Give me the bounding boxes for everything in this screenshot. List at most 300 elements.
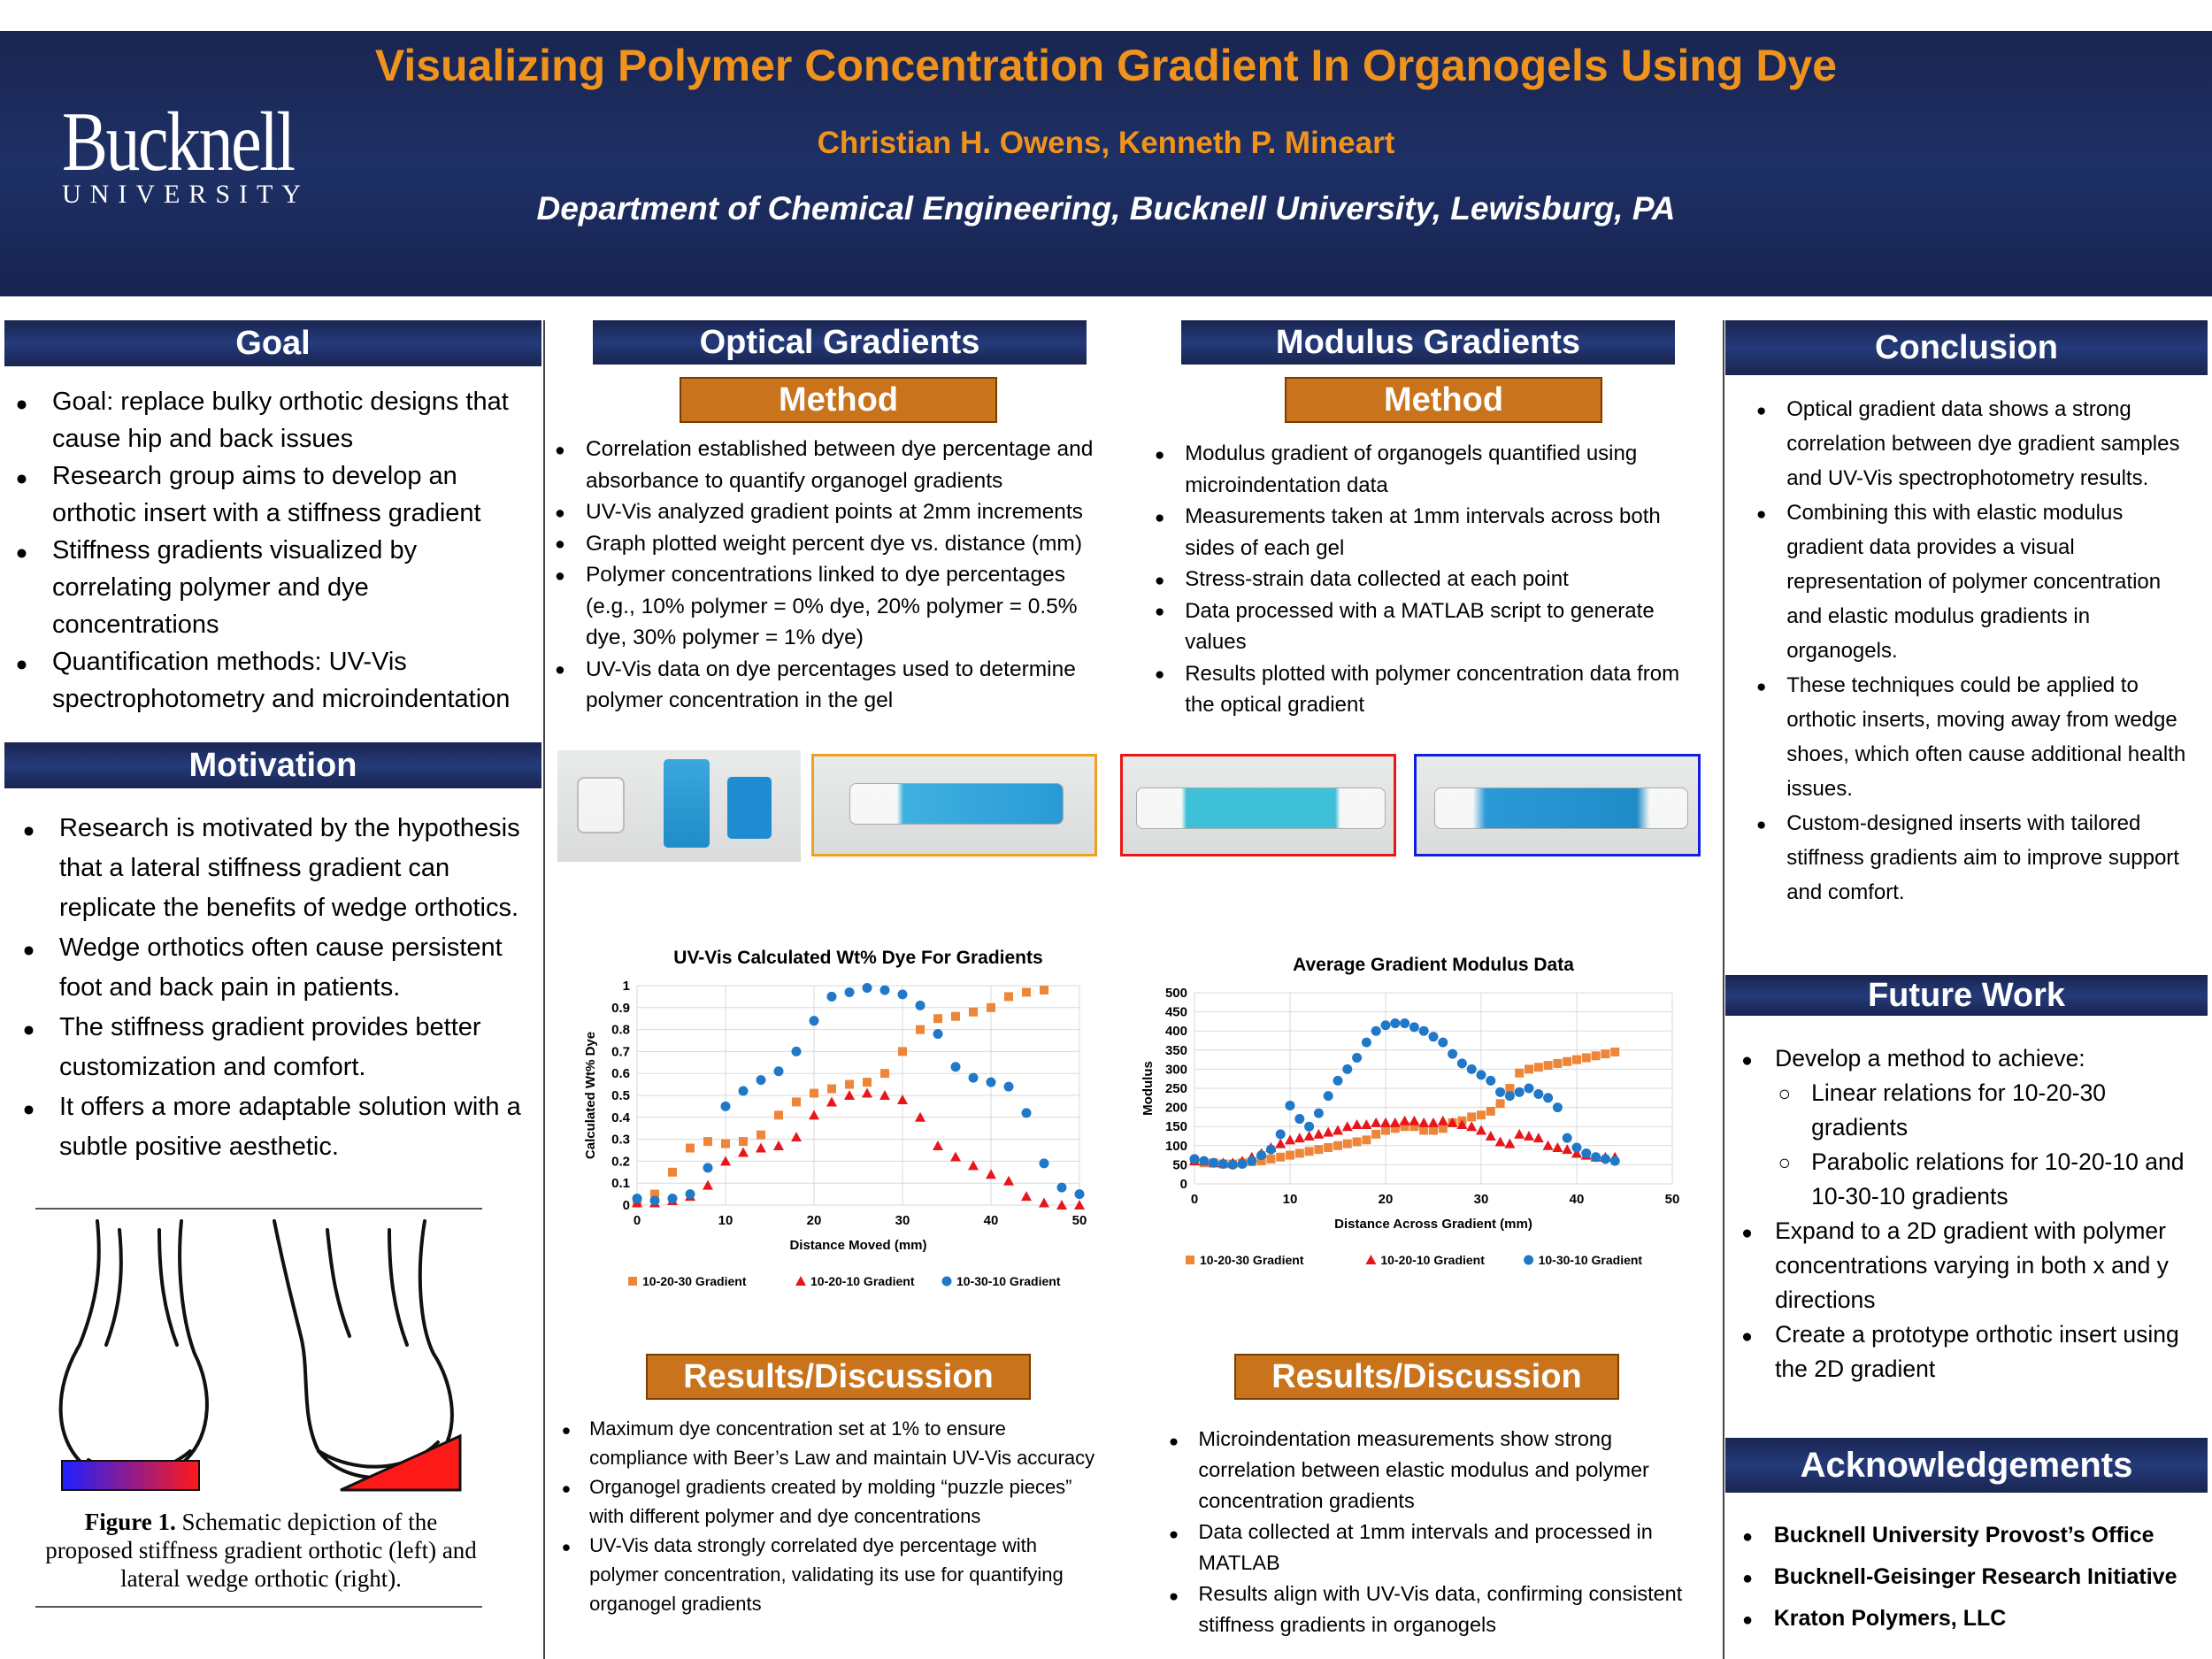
gradient-orthotic-foot [61, 1221, 207, 1481]
data-point-circle [863, 983, 872, 993]
motivation-item: ● The stiffness gradient provides better customization and comfort. [19, 1008, 534, 1087]
data-point-triangle [1361, 1119, 1371, 1129]
poster-title: Visualizing Polymer Concentration Gradient In Organogels Using Dye [374, 41, 1838, 90]
data-point-circle [1352, 1053, 1362, 1063]
motivation-item: ● Wedge orthotics often cause persistent foot and back pain in patients. [19, 928, 534, 1008]
y-tick-label: 400 [1164, 1024, 1187, 1040]
data-point-circle [951, 1062, 961, 1071]
x-tick-label: 20 [806, 1213, 822, 1228]
modulus-results-heading: Results/Discussion [1234, 1354, 1619, 1400]
data-point-triangle [862, 1088, 872, 1098]
legend-label: 10-30-10 Gradient [1538, 1253, 1643, 1267]
conclusion-item: ● Combining this with elastic modulus gradient data provides a visual representation of polymer concentration and elastic modulus gradients in organogels. [1754, 495, 2200, 668]
acknowledgement-item: ● Bucknell-Geisinger Research Initiative [1740, 1556, 2204, 1598]
data-point-circle [1362, 1038, 1371, 1048]
data-point-triangle [738, 1147, 749, 1156]
y-tick-label: 250 [1164, 1081, 1187, 1096]
data-point-square [686, 1144, 695, 1153]
data-point-triangle [1400, 1116, 1410, 1125]
data-point-circle [1409, 1022, 1419, 1032]
optical-results-item: ● UV-Vis data strongly correlated dye percentage with polymer concentration, validating its use for quantifying organogel gradients [559, 1531, 1108, 1618]
future-sublist [1775, 1076, 2208, 1214]
data-point-triangle [1533, 1133, 1544, 1142]
data-point-circle [1057, 1183, 1067, 1193]
data-point-triangle [1514, 1129, 1525, 1139]
data-point-circle [1419, 1026, 1429, 1036]
data-point-circle [757, 1075, 766, 1085]
x-tick-label: 30 [895, 1213, 910, 1228]
data-point-circle [1533, 1089, 1543, 1099]
data-point-circle [1286, 1101, 1295, 1110]
data-point-triangle [826, 1096, 837, 1106]
column-divider-left [543, 320, 545, 1659]
uvvis-dye-chart [566, 929, 1133, 1292]
data-point-circle [1004, 1082, 1014, 1092]
data-point-circle [1553, 1102, 1563, 1112]
data-point-triangle [1390, 1118, 1401, 1127]
data-point-circle [1505, 1091, 1515, 1101]
data-point-triangle [1003, 1176, 1014, 1186]
data-point-circle [1467, 1064, 1477, 1074]
x-axis-label: Distance Moved (mm) [789, 1238, 927, 1253]
modulus-method-item: ● Stress-strain data collected at each point [1152, 564, 1709, 595]
data-point-triangle [1371, 1118, 1381, 1127]
modulus-method-item: ● Modulus gradient of organogels quantified using microindentation data [1152, 438, 1709, 501]
data-point-square [1004, 992, 1013, 1001]
legend-label: 10-20-10 Gradient [810, 1274, 915, 1288]
data-point-triangle [933, 1141, 943, 1150]
x-tick-label: 50 [1071, 1213, 1087, 1228]
data-point-square [1324, 1143, 1333, 1152]
y-tick-label: 0 [1179, 1177, 1187, 1192]
modulus-results-item: ● Results align with UV-Vis data, confirming consistent stiffness gradients in organogels [1166, 1578, 1706, 1640]
conclusion-item: ● These techniques could be applied to orthotic inserts, moving away from wedge shoes, which often cause additional health issues. [1754, 668, 2200, 806]
data-point-circle [880, 985, 890, 995]
data-point-square [1022, 987, 1031, 996]
data-point-triangle [1313, 1129, 1324, 1139]
data-point-square [1525, 1064, 1533, 1073]
modulus-method-heading: Method [1285, 377, 1602, 423]
goal-item: ● Research group aims to develop an orthotic insert with a stiffness gradient [12, 457, 534, 532]
data-point-circle [686, 1189, 695, 1199]
optical-method-item: ● UV-Vis analyzed gradient points at 2mm increments [552, 496, 1118, 528]
data-point-circle [1209, 1158, 1218, 1168]
y-tick-label: 0.8 [611, 1022, 630, 1038]
acknowledgement-item: ● Kraton Polymers, LLC [1740, 1598, 2204, 1640]
data-point-square [1467, 1112, 1476, 1121]
data-point-circle [916, 1001, 926, 1010]
lateral-wedge-insert [341, 1436, 460, 1490]
data-point-square [1439, 1124, 1448, 1133]
optical-method-item: ● Polymer concentrations linked to dye percentages (e.g., 10% polymer = 0% dye, 20% polymer = 0.5% dye, 30% polymer = 1% dye) [552, 559, 1118, 654]
data-point-square [1515, 1069, 1524, 1078]
data-point-square [1563, 1057, 1571, 1066]
data-point-triangle [968, 1160, 979, 1170]
optical-results-item: ● Organogel gradients created by molding “puzzle pieces” with different polymer and dye concentrations [559, 1472, 1108, 1531]
optical-method-list [552, 434, 1118, 717]
motivation-item: ● Research is motivated by the hypothesis that a lateral stiffness gradient can replicate the benefits of wedge orthotics. [19, 809, 534, 928]
legend-label: 10-30-10 Gradient [956, 1274, 1061, 1288]
data-point-circle [1266, 1145, 1276, 1155]
logo-subtitle: UNIVERSITY [62, 180, 310, 209]
data-point-triangle [1466, 1121, 1477, 1131]
data-point-circle [1371, 1026, 1381, 1036]
modulus-results-list [1166, 1424, 1706, 1640]
data-point-circle [1525, 1084, 1534, 1094]
data-point-square [863, 1078, 872, 1087]
optical-method-item: ● Correlation established between dye percentage and absorbance to quantify organogel gradients [552, 434, 1118, 496]
chart-title: Average Gradient Modulus Data [1293, 955, 1574, 975]
data-point-square [757, 1131, 765, 1140]
data-point-square [1592, 1051, 1601, 1060]
x-tick-label: 10 [718, 1213, 733, 1228]
y-tick-label: 0.5 [611, 1088, 630, 1103]
data-point-square [1486, 1107, 1495, 1116]
chart-title: UV-Vis Calculated Wt% Dye For Gradients [673, 948, 1043, 968]
data-point-triangle [1275, 1139, 1286, 1148]
figure-rule-top [35, 1208, 482, 1210]
x-axis-label: Distance Across Gradient (mm) [1334, 1217, 1532, 1232]
goal-item: ● Stiffness gradients visualized by correlating polymer and dye concentrations [12, 532, 534, 643]
data-point-circle [1228, 1160, 1238, 1170]
data-point-circle [1400, 1018, 1409, 1028]
poster-authors: Christian H. Owens, Kenneth P. Mineart [817, 126, 1395, 160]
data-point-square [987, 1003, 995, 1012]
data-point-circle [1610, 1156, 1620, 1166]
data-point-circle [1294, 1114, 1304, 1124]
data-point-triangle [1323, 1127, 1333, 1137]
y-tick-label: 150 [1164, 1119, 1187, 1135]
motivation-list [19, 809, 534, 1167]
data-point-triangle [1495, 1136, 1506, 1146]
data-point-square [792, 1097, 801, 1106]
data-point-square [1419, 1126, 1428, 1135]
y-tick-label: 0.7 [611, 1044, 630, 1060]
data-point-square [1572, 1056, 1581, 1064]
data-point-circle [1515, 1087, 1525, 1097]
x-tick-label: 40 [983, 1213, 999, 1228]
data-point-square [880, 1069, 889, 1078]
data-point-square [1496, 1099, 1505, 1108]
y-tick-label: 300 [1164, 1062, 1187, 1078]
y-tick-label: 350 [1164, 1042, 1187, 1058]
data-point-triangle [1294, 1133, 1305, 1142]
x-tick-label: 30 [1473, 1192, 1489, 1207]
data-point-triangle [1524, 1131, 1534, 1141]
data-point-circle [1601, 1154, 1610, 1164]
optical-results-heading: Results/Discussion [646, 1354, 1031, 1400]
logo-wordmark: Bucknell [62, 95, 294, 188]
data-point-triangle [1021, 1191, 1032, 1201]
modulus-method-item: ● Measurements taken at 1mm intervals across both sides of each gel [1152, 501, 1709, 564]
legend-label: 10-20-30 Gradient [642, 1274, 747, 1288]
data-point-circle [845, 987, 855, 997]
data-point-circle [1314, 1109, 1324, 1118]
data-point-square [969, 1008, 978, 1017]
legend-marker-circle [1524, 1256, 1533, 1265]
motivation-item: ● It offers a more adaptable solution with a subtle positive aesthetic. [19, 1087, 534, 1167]
figure-rule-bottom [35, 1606, 482, 1608]
optical-method-heading: Method [680, 377, 997, 423]
data-point-triangle [1285, 1134, 1295, 1144]
legend-marker-circle [942, 1277, 952, 1286]
modulus-method-list [1152, 438, 1709, 721]
modulus-method-item: ● Data processed with a MATLAB script to generate values [1152, 595, 1709, 658]
data-point-circle [1247, 1156, 1256, 1166]
data-point-circle [1429, 1032, 1439, 1041]
y-axis-label: Calculated Wt% Dye [583, 1031, 598, 1160]
y-tick-label: 100 [1164, 1138, 1187, 1154]
data-point-triangle [703, 1180, 713, 1190]
figure-caption [40, 1508, 482, 1593]
data-point-square [668, 1168, 677, 1177]
future-heading: Future Work [1725, 975, 2208, 1016]
data-point-square [898, 1047, 907, 1056]
future-item: ● Expand to a 2D gradient with polymer concentrations varying in both x and y directions [1739, 1214, 2208, 1317]
legend-label: 10-20-30 Gradient [1200, 1253, 1304, 1267]
data-point-circle [1591, 1152, 1601, 1162]
gel-pieces-photo [557, 750, 801, 862]
y-tick-label: 50 [1172, 1157, 1187, 1173]
data-point-triangle [756, 1143, 766, 1153]
x-tick-label: 0 [633, 1213, 641, 1228]
y-tick-label: 0.2 [611, 1154, 630, 1170]
goal-heading: Goal [4, 320, 541, 366]
poster-header [0, 31, 2212, 296]
data-point-triangle [773, 1141, 784, 1150]
x-tick-label: 10 [1282, 1192, 1298, 1207]
data-point-square [810, 1089, 818, 1098]
data-point-circle [1333, 1076, 1343, 1086]
stiffness-gradient-insert [62, 1461, 199, 1490]
data-point-square [721, 1140, 730, 1148]
data-point-circle [792, 1047, 802, 1056]
data-point-square [1276, 1153, 1285, 1162]
data-point-circle [1381, 1020, 1391, 1030]
data-point-square [1610, 1048, 1619, 1056]
goal-item: ● Goal: replace bulky orthotic designs that cause hip and back issues [12, 383, 534, 457]
data-point-circle [1563, 1133, 1572, 1143]
future-item: ● Create a prototype orthotic insert using the 2D gradient [1739, 1317, 2208, 1386]
modulus-heading: Modulus Gradients [1181, 320, 1675, 365]
y-tick-label: 0.1 [611, 1176, 630, 1192]
data-point-square [703, 1137, 712, 1146]
figure-label: Figure 1. [84, 1509, 176, 1535]
gel-10-30-10-photo [1414, 754, 1701, 856]
data-point-circle [774, 1066, 784, 1076]
data-point-circle [1190, 1154, 1200, 1164]
y-tick-label: 500 [1164, 986, 1187, 1001]
data-point-circle [1304, 1122, 1314, 1132]
future-list [1739, 1041, 2208, 1386]
data-point-triangle [1552, 1142, 1563, 1152]
y-tick-label: 1 [622, 979, 630, 994]
x-tick-label: 40 [1569, 1192, 1585, 1207]
orthotic-schematic [35, 1212, 487, 1504]
data-point-circle [1486, 1076, 1495, 1086]
future-item-text: Develop a method to achieve: [1775, 1045, 2085, 1071]
data-point-square [1553, 1059, 1562, 1068]
data-point-circle [1448, 1049, 1457, 1059]
data-point-circle [703, 1163, 713, 1172]
gel-10-20-30-photo [811, 754, 1097, 856]
y-axis-label: Modulus [1141, 1061, 1156, 1116]
conclusion-item: ● Optical gradient data shows a strong correlation between dye gradient samples and UV-Vis spectrophotometry results. [1754, 392, 2200, 495]
data-point-square [827, 1085, 836, 1094]
data-point-circle [827, 992, 837, 1002]
y-tick-label: 200 [1164, 1100, 1187, 1116]
data-point-triangle [897, 1094, 908, 1104]
data-point-square [1371, 1130, 1380, 1139]
data-point-square [1477, 1110, 1486, 1119]
data-point-square [1314, 1145, 1323, 1154]
modulus-chart [1133, 938, 1699, 1292]
data-point-circle [1040, 1158, 1049, 1168]
data-point-circle [1495, 1087, 1505, 1097]
optical-results-item: ● Maximum dye concentration set at 1% to ensure compliance with Beer’s Law and maintain UV-Vis accuracy [559, 1414, 1108, 1472]
future-subitem: ○ Linear relations for 10-20-30 gradients [1775, 1076, 2208, 1145]
data-point-square [739, 1137, 748, 1146]
data-point-circle [969, 1073, 979, 1083]
data-point-square [951, 1012, 960, 1021]
acknowledgements-heading: Acknowledgements [1725, 1438, 2208, 1493]
gel-10-20-10-photo [1120, 754, 1396, 856]
poster-department: Department of Chemical Engineering, Bucknell University, Lewisburg, PA [536, 190, 1676, 227]
legend-marker-triangle [1365, 1255, 1376, 1264]
data-point-triangle [1486, 1131, 1496, 1141]
data-point-square [1295, 1148, 1304, 1157]
modulus-method-item: ● Results plotted with polymer concentration data from the optical gradient [1152, 658, 1709, 721]
data-point-circle [1256, 1150, 1266, 1160]
data-point-circle [987, 1078, 996, 1087]
data-point-square [1266, 1155, 1275, 1164]
y-tick-label: 0.6 [611, 1066, 630, 1082]
bucknell-logo [62, 95, 319, 210]
optical-heading: Optical Gradients [593, 320, 1087, 365]
data-point-square [774, 1110, 783, 1119]
optical-results-list [559, 1414, 1108, 1618]
data-point-square [1333, 1141, 1342, 1150]
data-point-circle [1543, 1093, 1553, 1102]
y-tick-label: 0 [622, 1198, 630, 1213]
data-point-circle [1218, 1159, 1228, 1169]
data-point-square [1353, 1137, 1362, 1146]
data-point-circle [650, 1196, 660, 1206]
data-point-circle [1390, 1018, 1400, 1028]
x-tick-label: 0 [1190, 1192, 1199, 1207]
data-point-triangle [1428, 1118, 1439, 1127]
data-point-square [1305, 1147, 1314, 1156]
data-point-triangle [1438, 1116, 1448, 1125]
data-point-circle [933, 1029, 943, 1039]
data-point-triangle [1352, 1119, 1363, 1129]
data-point-circle [668, 1194, 678, 1203]
goal-list [12, 383, 534, 718]
data-point-circle [633, 1194, 642, 1203]
modulus-results-item: ● Microindentation measurements show strong correlation between elastic modulus and polymer concentration gradients [1166, 1424, 1706, 1517]
motivation-heading: Motivation [4, 742, 541, 788]
data-point-triangle [986, 1169, 996, 1179]
x-tick-label: 20 [1378, 1192, 1394, 1207]
legend-marker-square [1186, 1256, 1194, 1264]
data-point-triangle [791, 1132, 802, 1141]
data-point-square [1381, 1126, 1390, 1135]
y-tick-label: 0.3 [611, 1132, 630, 1148]
y-tick-label: 450 [1164, 1004, 1187, 1020]
data-point-triangle [1380, 1118, 1391, 1127]
future-item [1739, 1041, 2208, 1214]
data-point-square [1534, 1063, 1543, 1071]
data-point-circle [1199, 1156, 1209, 1166]
data-point-circle [898, 989, 908, 999]
data-point-circle [1457, 1058, 1467, 1068]
legend-marker-triangle [795, 1276, 806, 1286]
acknowledgement-item: ● Bucknell University Provost’s Office [1740, 1515, 2204, 1556]
optical-method-item: ● Graph plotted weight percent dye vs. distance (mm) [552, 528, 1118, 560]
modulus-results-item: ● Data collected at 1mm intervals and processed in MATLAB [1166, 1517, 1706, 1578]
optical-method-item: ● UV-Vis data on dye percentages used to determine polymer concentration in the gel [552, 654, 1118, 717]
data-point-square [916, 1025, 925, 1034]
data-point-circle [1238, 1159, 1248, 1169]
data-point-square [1544, 1061, 1553, 1070]
data-point-triangle [809, 1110, 819, 1119]
column-divider-right [1723, 320, 1724, 1659]
acknowledgements-list [1740, 1515, 2204, 1640]
data-point-triangle [1504, 1139, 1515, 1148]
future-subitem: ○ Parabolic relations for 10-20-10 and 10-30-10 gradients [1775, 1145, 2208, 1214]
data-point-square [933, 1014, 942, 1023]
data-point-circle [1075, 1189, 1085, 1199]
conclusion-heading: Conclusion [1725, 320, 2208, 375]
y-tick-label: 0.4 [611, 1110, 630, 1125]
wedge-orthotic-foot [274, 1221, 452, 1478]
conclusion-item: ● Custom-designed inserts with tailored stiffness gradients aim to improve support and comfort. [1754, 806, 2200, 910]
data-point-triangle [1304, 1131, 1315, 1141]
data-point-square [1362, 1135, 1371, 1144]
data-point-circle [1572, 1142, 1582, 1152]
data-point-square [1582, 1053, 1591, 1062]
legend-marker-square [628, 1277, 637, 1286]
data-point-circle [1022, 1108, 1032, 1118]
data-point-circle [1324, 1091, 1333, 1101]
data-point-square [1429, 1126, 1438, 1135]
data-point-circle [1477, 1070, 1486, 1079]
data-point-circle [1276, 1129, 1286, 1139]
data-point-square [845, 1080, 854, 1089]
data-point-circle [739, 1087, 749, 1096]
data-point-circle [1438, 1038, 1448, 1048]
data-point-circle [1581, 1148, 1591, 1158]
data-point-triangle [1039, 1198, 1049, 1208]
x-tick-label: 50 [1664, 1192, 1680, 1207]
conclusion-list [1754, 392, 2200, 910]
data-point-triangle [950, 1151, 961, 1161]
data-point-square [1601, 1049, 1609, 1058]
figure-caption-text: Schematic depiction of the proposed stiffness gradient orthotic (left) and lateral wedge orthotic (right). [45, 1509, 477, 1592]
data-point-circle [810, 1016, 819, 1025]
data-point-circle [1342, 1064, 1352, 1074]
data-point-square [1343, 1140, 1352, 1148]
data-point-triangle [1418, 1118, 1429, 1127]
data-point-triangle [1342, 1121, 1353, 1131]
goal-item: ● Quantification methods: UV-Vis spectrophotometry and microindentation [12, 643, 534, 718]
data-point-circle [721, 1102, 731, 1111]
data-point-square [1286, 1151, 1294, 1160]
data-point-square [1040, 986, 1048, 995]
data-point-triangle [1409, 1116, 1419, 1125]
y-tick-label: 0.9 [611, 1000, 630, 1016]
legend-label: 10-20-10 Gradient [1380, 1253, 1485, 1267]
